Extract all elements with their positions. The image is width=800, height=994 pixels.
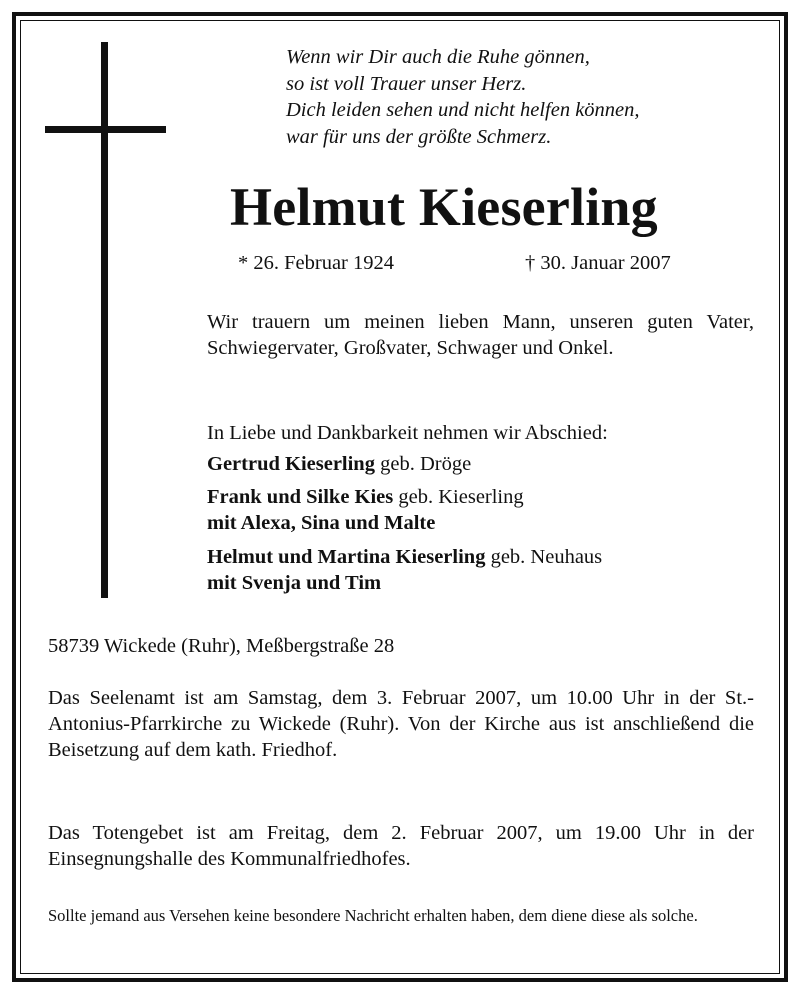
family-entry-1 [207,451,471,477]
poem-line: Wenn wir Dir auch die Ruhe gönnen, [286,46,590,68]
family-children: mit Alexa, Sina und Malte [207,512,436,534]
poem-line: war für uns der größte Schmerz. [286,125,552,148]
birth-date: * 26. Februar 1924 [238,252,395,274]
farewell-intro: In Liebe und Dankbarkeit nehmen wir Abschied: [207,422,608,444]
mourning-text: Wir trauern um meinen lieben Mann, unseren guten Vater, Schwiegervater, Großvater, Schwager und Onkel. [207,311,754,359]
family-maiden-name: geb. Dröge [374,453,472,475]
notice-footnote: Sollte jemand aus Versehen keine besondere Nachricht erhalten haben, dem diene diese als solche. [48,906,698,925]
family-children: mit Svenja und Tim [207,572,382,594]
requiem-info: Das Seelenamt ist am Samstag, dem 3. Februar 2007, um 10.00 Uhr in der St.-Antonius-Pfarrkirche zu Wickede (Ruhr). Von der Kirche aus ist anschließend die Beisetzung auf dem kath. Friedhof. [48,687,754,761]
family-maiden-name: geb. Neuhaus [485,546,603,568]
poem-line: so ist voll Trauer unser Herz. [286,72,527,95]
family-maiden-name: geb. Kieserling [393,486,524,508]
poem [286,44,640,150]
prayer-info: Das Totengebet ist am Freitag, dem 2. Februar 2007, um 19.00 Uhr in der Einsegnungshalle des Kommunalfriedhofes. [48,822,754,870]
family-entry-3 [207,544,602,596]
poem-line: Dich leiden sehen und nicht helfen können, [286,99,640,121]
family-name: Helmut und Martina Kieserling [207,546,486,568]
deceased-name: Helmut Kieserling [230,177,658,237]
family-name: Gertrud Kieserling [207,453,375,475]
address: 58739 Wickede (Ruhr), Meßbergstraße 28 [48,635,395,657]
family-name: Frank und Silke Kies [207,486,394,508]
cross-horizontal-bar [45,126,166,133]
family-entry-2 [207,484,524,536]
death-date: † 30. Januar 2007 [525,252,671,274]
